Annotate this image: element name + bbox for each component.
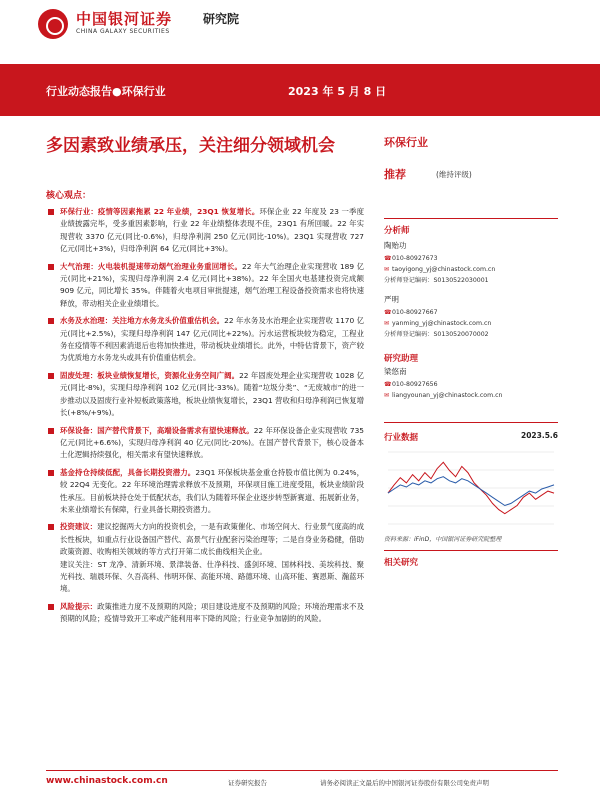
chart-header	[384, 430, 558, 444]
para-body: 23Q1 环保板块基金重仓持股市值比例为 0.24%，较 22Q4 无变化。22 年环境治理需求释放不及预期，环保项目施工进度受阻，板块业绩阶段性承压。目前板块持仓处于低配状态，我们认为随着环保企业逐步转型新赛道、拓展新业务，未来业绩增长有保障，行业具备长期投资潜力。	[60, 467, 364, 514]
chart-date: 2023.5.6	[520, 431, 558, 440]
report-type: 行业动态报告●环保行业	[46, 85, 166, 98]
square-bullet-icon	[48, 264, 54, 270]
company-logo-icon	[38, 9, 68, 39]
analyst-card	[384, 240, 558, 286]
para-head: 风险提示：	[60, 601, 98, 611]
para-equipment	[46, 425, 364, 462]
para-head: 投资建议：	[60, 522, 98, 532]
mail-icon: ✉	[384, 320, 390, 327]
phone-icon: ☎	[384, 309, 392, 316]
analyst-cert: 分析师登记编码：S0130520070002	[384, 331, 489, 338]
chart-series-line-1	[388, 477, 554, 506]
para-head: 基金持仓持续低配，具备长期投资潜力。	[60, 467, 196, 477]
core-views-label: 核心观点：	[46, 191, 92, 201]
assistant-name: 梁悠南	[384, 367, 407, 376]
phone-icon: ☎	[384, 381, 392, 388]
analyst-name: 陶贻功	[384, 241, 407, 250]
assistant-email[interactable]: liangyounan_yj@chinastock.com.cn	[392, 392, 503, 399]
square-bullet-icon	[48, 604, 54, 610]
para-head: 固废处理：板块业绩恢复增长，资源化业务空间广阔。	[60, 370, 240, 380]
square-bullet-icon	[48, 318, 54, 324]
para-head: 环保设备：国产替代背景下，高端设备需求有望快速释放。	[60, 425, 254, 435]
report-title: 多因素致业绩承压，关注细分领域机会	[46, 136, 335, 156]
para-body: 22 年固废处理企业实现营收 1028 亿元(同比-8%)，实现归母净利润 102 亿元(同比-33%)。随着“垃圾分类”、“无废城市”的进一步推动以及固废行业补短板政策落地，板块业绩恢复增长，23Q1 营收和归母净利润已恢复增长(+8%/+9%)。	[60, 370, 364, 418]
chart-source: 资料来源：iFinD，中国银河证券研究院整理	[384, 536, 502, 543]
analyst-email[interactable]: yanming_yj@chinastock.com.cn	[392, 320, 492, 327]
footer-website[interactable]: www.chinastock.com.cn	[46, 776, 168, 786]
related-research-label: 相关研究	[384, 558, 419, 568]
assistant-label: 研究助理	[384, 354, 419, 364]
para-air	[46, 261, 364, 311]
industry-label: 环保行业	[384, 136, 428, 149]
analyst-phone: 010-80927667	[392, 309, 438, 316]
para-extra: 建议关注：ST 龙净、清新环境、景津装备、仕净科技、盛剑环境、国林科技、美埃科技、聚光科技、瑞晨环保、久吾高科、伟明环保、高能环境、路德环境、山高环能、赛恩斯、瀚蓝环境。	[60, 559, 364, 594]
square-bullet-icon	[48, 428, 54, 434]
footer-doc-type: 证券研究报告	[228, 779, 267, 787]
para-body: 22 年水务及水治理企业实现营收 1170 亿元(同比+2.5%)，实现归母净利润 147 亿元(同比+22%)。污水运营板块较为稳定，工程业务在疫情等不利因素消退后也将加快推进，带动板块业绩增长。此外，中特估背景下，资产较为优质地方水务龙头或具有价值重估机会。	[60, 316, 364, 363]
para-head: 大气治理：火电装机提速带动烟气治理业务重回增长。	[60, 261, 243, 271]
department-label: 研究院	[203, 12, 240, 26]
para-body: 22 年大气治理企业实现营收 189 亿元(同比+21%)，实现归母净利润 2.4 亿元(同比+38%)。22 年全国火电基建投资完成额 909 亿元，同比增长 35%。伴随着火电项目审批提速，烟气治理工程设备投资需求也将快速释放，带动相关企业业绩增长。	[60, 261, 364, 308]
para-investment	[46, 521, 364, 595]
para-body: 环保企业 22 年度及 23 一季度业绩披露完毕，受多重因素影响，行业 22 年业绩整体表现不佳，23Q1 有所回暖。22 年实现营收 3370 亿元(同比-0.6%)，归母净利润 250 亿元(同比-10%)。23Q1 实现营收 727 亿元(同比+3%)，归母净利润 64 亿元(同比+3%)。	[60, 207, 364, 254]
para-body: 22 年环保设备企业实现营收 735 亿元(同比+6.6%)，实现归母净利润 40 亿元(同比-20%)。在国产替代背景下，核心设备本土化逻辑持续强化，相关需求有望快速释放。	[60, 425, 364, 460]
para-body: 建议挖掘两大方向的投资机会，一是有政策催化、市场空间大、行业景气度高的成长性板块，如重点行业设备国产替代、高景气行业配套污染治理等；二是自身业务稳健，借助政策资源、收购相关领域的等方式打开第二成长曲线相关企业。	[60, 522, 364, 557]
report-date: 2023 年 5 月 8 日	[288, 85, 387, 98]
para-industry	[46, 206, 364, 256]
assistant-phone: 010-80927656	[392, 381, 438, 388]
phone-icon: ☎	[384, 255, 392, 262]
chart-label: 行业数据	[384, 433, 419, 443]
footer-divider	[46, 770, 558, 771]
para-water	[46, 315, 364, 365]
mail-icon: ✉	[384, 392, 390, 399]
footer-disclaimer: 请务必阅读正文最后的中国银河证券股份有限公司免责声明	[320, 779, 489, 787]
company-name-en: CHINA GALAXY SECURITIES	[76, 28, 170, 35]
report-header	[0, 0, 600, 60]
rating-value: 推荐	[384, 168, 406, 181]
analyst-phone: 010-80927673	[392, 255, 438, 262]
analyst-email[interactable]: taoyigong_yj@chinastock.com.cn	[392, 266, 496, 273]
square-bullet-icon	[48, 524, 54, 530]
report-band	[0, 64, 600, 116]
company-name-cn: 中国银河证券	[76, 10, 173, 28]
para-solid-waste	[46, 370, 364, 420]
divider	[384, 422, 558, 423]
analyst-label: 分析师	[384, 226, 410, 236]
divider	[384, 550, 558, 551]
rating-row	[384, 166, 558, 184]
line-chart	[384, 448, 558, 528]
square-bullet-icon	[48, 209, 54, 215]
para-funds	[46, 467, 364, 517]
analyst-card	[384, 294, 558, 340]
core-views	[46, 206, 364, 631]
mail-icon: ✉	[384, 266, 390, 273]
para-body: 政策推进力度不及预期的风险；项目建设进度不及预期的风险；环境治理需求不及预期的风险；疫情导致开工率或产能利用率下降的风险；行业竞争加剧的的风险。	[60, 601, 364, 624]
industry-data-chart	[384, 430, 558, 528]
square-bullet-icon	[48, 373, 54, 379]
square-bullet-icon	[48, 470, 54, 476]
para-head: 环保行业：疫情等因素拖累 22 年业绩，23Q1 恢复增长。	[60, 207, 260, 216]
analyst-cert: 分析师登记编码：S0130522030001	[384, 277, 489, 284]
para-risk	[46, 601, 364, 626]
divider	[384, 218, 558, 219]
sidebar	[384, 134, 558, 568]
para-head: 水务及水治理：关注地方水务龙头价值重估机会。	[60, 316, 225, 326]
analyst-name: 严明	[384, 295, 399, 304]
rating-note: (维持评级)	[436, 170, 472, 179]
assistant-card	[384, 366, 558, 401]
